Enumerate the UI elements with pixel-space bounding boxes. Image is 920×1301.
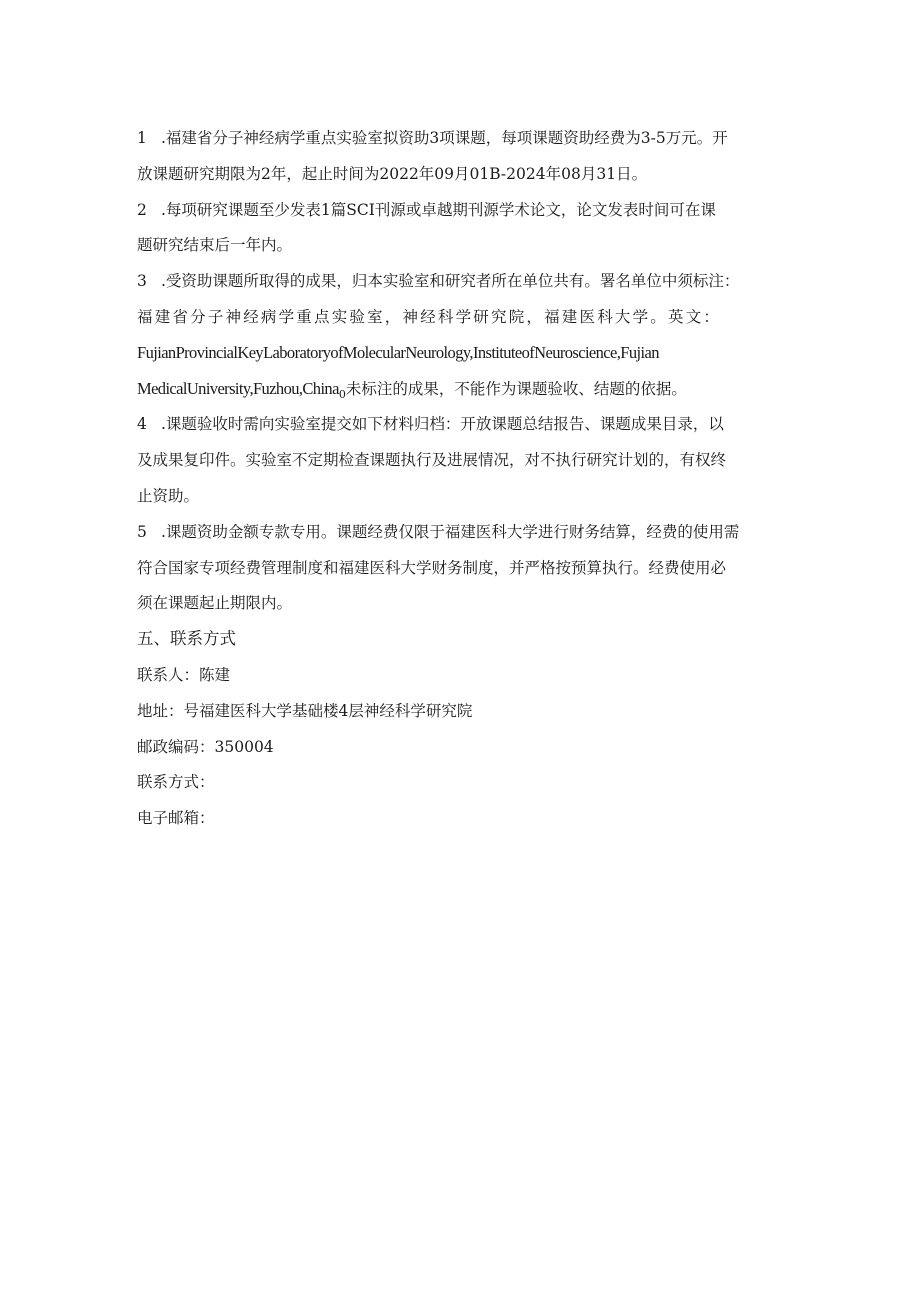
item-text: .课题验收时需向实验室提交如下材料归档：开放课题总结报告、课题成果目录，以 [161, 415, 724, 434]
section-heading [137, 624, 787, 654]
document-body [137, 123, 787, 839]
item-4-line-1 [137, 409, 787, 439]
contact-address-text: 地址：号福建医科大学基础楼4层神经科学研究院 [137, 701, 473, 720]
item-4-line-2 [137, 445, 787, 475]
item-number: 4 [137, 415, 147, 434]
item-2-line-2 [137, 230, 787, 260]
contact-person [137, 660, 787, 690]
item-number: 2 [137, 200, 147, 219]
item-text: 止资助。 [137, 486, 200, 505]
contact-email-text: 电子邮箱： [137, 809, 215, 828]
item-2-line-1 [137, 195, 787, 225]
item-number: 3 [137, 272, 147, 291]
contact-address [137, 696, 787, 726]
item-5-line-1 [137, 517, 787, 547]
item-1-line-2 [137, 159, 787, 189]
contact-phone [137, 767, 787, 797]
item-5-line-2 [137, 553, 787, 583]
item-text: .课题资助金额专款专用。课题经费仅限于福建医科大学进行财务结算，经费的使用需 [161, 522, 740, 541]
item-text: 及成果复印件。实验室不定期检查课题执行及进展情况，对不执行研究计划的，有权终 [137, 451, 727, 470]
item-text: 题研究结束后一年内。 [137, 236, 293, 255]
item-3-line-1 [137, 266, 787, 296]
item-4-line-3 [137, 481, 787, 511]
item-text: 放课题研究期限为2年，起止时间为2022年09月01B-2024年08月31日。 [137, 164, 648, 183]
item-text: MedicalUniversity,Fuzhou,China [137, 378, 339, 398]
contact-email [137, 803, 787, 833]
contact-person-text: 联系人：陈建 [137, 665, 231, 684]
item-text: 福建省分子神经病学重点实验室，神经科学研究院，福建医科大学。英文： [137, 307, 722, 326]
item-5-line-3 [137, 588, 787, 618]
item-text: 未标注的成果，不能作为课题验收、结题的依据。 [345, 379, 687, 398]
section-title: 五、联系方式 [137, 629, 236, 649]
item-1-line-1 [137, 123, 787, 153]
item-number: 1 [137, 129, 147, 147]
item-3-line-3 [137, 338, 787, 368]
contact-postcode-text: 邮政编码：350004 [137, 737, 274, 756]
item-subscript: 0 [338, 387, 346, 401]
item-text: 符合国家专项经费管理制度和福建医科大学财务制度，并严格按预算执行。经费使用必 [137, 558, 727, 577]
item-text: FujianProvincialKeyLaboratoryofMolecularNeurology,InstituteofNeuroscience,Fujian [137, 342, 659, 362]
item-text: .福建省分子神经病学重点实验室拟资助3项课题，每项课题资助经费为3-5万元。开 [161, 129, 728, 147]
item-text: .受资助课题所取得的成果，归本实验室和研究者所在单位共有。署名单位中须标注： [161, 272, 740, 291]
item-text: .每项研究课题至少发表1篇SCI刊源或卓越期刊源学术论文，论文发表时间可在课 [161, 200, 716, 219]
item-3-line-2 [137, 302, 787, 332]
contact-postcode [137, 732, 787, 762]
item-3-line-4 [137, 374, 787, 404]
contact-phone-text: 联系方式： [137, 773, 215, 792]
item-text: 须在课题起止期限内。 [137, 594, 293, 613]
item-number: 5 [137, 522, 147, 541]
